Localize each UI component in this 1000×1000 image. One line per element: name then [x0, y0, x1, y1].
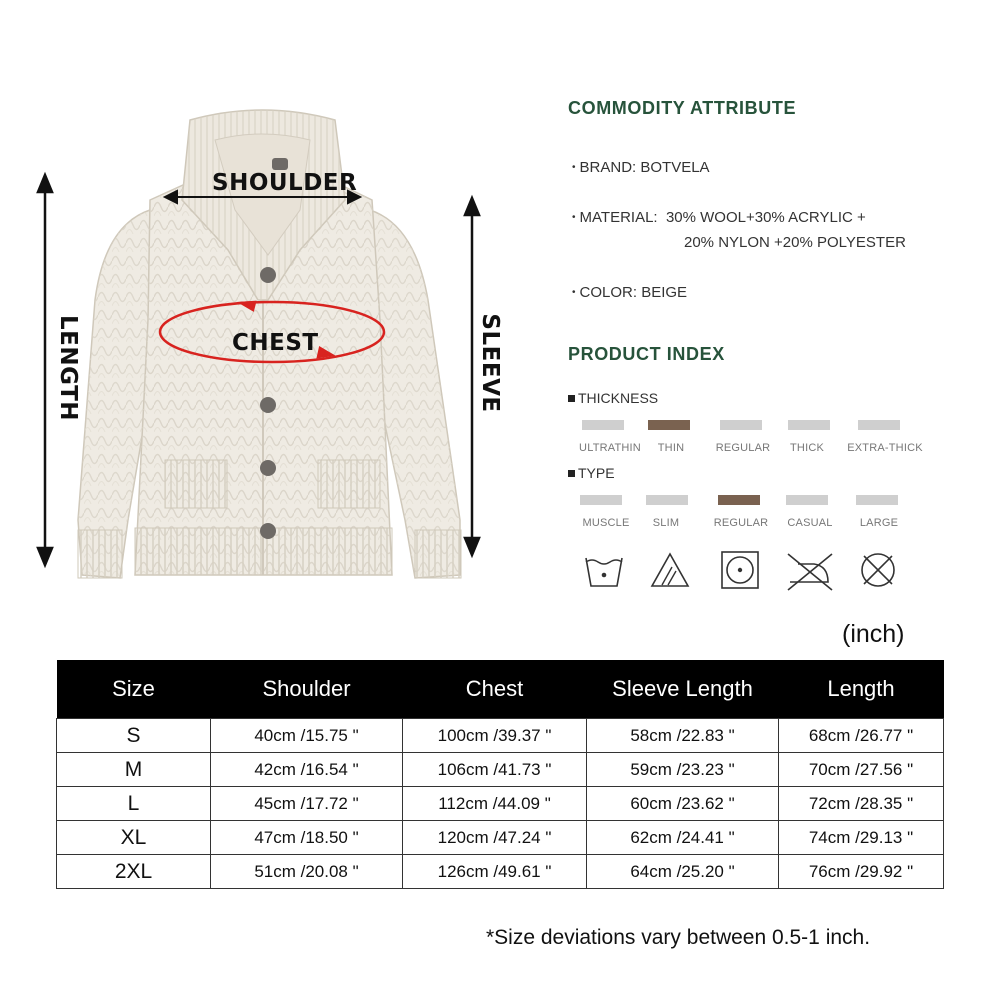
thickness-bar-thin — [648, 420, 690, 430]
cell-chest: 120cm /47.24 " — [403, 821, 587, 855]
cell-size: 2XL — [57, 855, 211, 889]
button-4 — [260, 523, 276, 539]
cell-shoulder: 51cm /20.08 " — [211, 855, 403, 889]
type-opt: REGULAR — [713, 517, 769, 529]
type-label: TYPE — [578, 465, 615, 481]
product-index-title: PRODUCT INDEX — [568, 344, 725, 364]
chest-label: CHEST — [232, 330, 319, 356]
thickness-opt: EXTRA-THICK — [847, 442, 923, 454]
cell-size: S — [57, 719, 211, 753]
table-row — [57, 753, 944, 787]
hand-wash-icon — [582, 548, 626, 592]
thickness-opt: ULTRATHIN — [579, 442, 641, 454]
thickness-opt: REGULAR — [715, 442, 771, 454]
cell-sleeve: 60cm /23.62 " — [587, 787, 779, 821]
type-bar-casual — [786, 495, 828, 505]
cell-size: L — [57, 787, 211, 821]
cell-chest: 112cm /44.09 " — [403, 787, 587, 821]
type-bar-regular — [718, 495, 760, 505]
length-label: LENGTH — [55, 314, 81, 422]
color-text: COLOR: BEIGE — [579, 284, 688, 301]
cell-length: 74cm /29.13 " — [779, 821, 944, 855]
bleach-icon — [648, 548, 692, 592]
thickness-bar-extra-thick — [858, 420, 900, 430]
table-header-row — [57, 660, 944, 719]
cell-shoulder: 47cm /18.50 " — [211, 821, 403, 855]
no-iron-icon — [784, 548, 836, 592]
size-deviation-note: *Size deviations vary between 0.5-1 inch. — [486, 926, 871, 949]
table-row — [57, 821, 944, 855]
cell-sleeve: 62cm /24.41 " — [587, 821, 779, 855]
type-bar-large — [856, 495, 898, 505]
unit-label: (inch) — [842, 620, 905, 648]
type-opt: SLIM — [652, 517, 680, 529]
type-heading — [568, 465, 615, 481]
cell-shoulder: 40cm /15.75 " — [211, 719, 403, 753]
no-dry-clean-icon — [856, 548, 900, 592]
cell-length: 68cm /26.77 " — [779, 719, 944, 753]
type-opt: MUSCLE — [582, 517, 630, 529]
table-row — [57, 787, 944, 821]
brand-text: BRAND: BOTVELA — [579, 159, 710, 176]
header-shoulder: Shoulder — [211, 660, 403, 719]
cell-size: XL — [57, 821, 211, 855]
cell-sleeve: 58cm /22.83 " — [587, 719, 779, 753]
commodity-attribute-title: COMMODITY ATTRIBUTE — [568, 98, 797, 118]
type-opt: LARGE — [859, 517, 899, 529]
cell-chest: 106cm /41.73 " — [403, 753, 587, 787]
color-attr: • COLOR: BEIGE — [572, 284, 688, 301]
header-length: Length — [779, 660, 944, 719]
button-2 — [260, 397, 276, 413]
type-bar-slim — [646, 495, 688, 505]
material-line2: 20% NYLON +20% POLYESTER — [684, 234, 906, 251]
cell-chest: 126cm /49.61 " — [403, 855, 587, 889]
cell-shoulder: 42cm /16.54 " — [211, 753, 403, 787]
button-1 — [260, 267, 276, 283]
cell-length: 72cm /28.35 " — [779, 787, 944, 821]
length-arrow — [38, 175, 52, 565]
cell-sleeve: 64cm /25.20 " — [587, 855, 779, 889]
thickness-opt: THICK — [790, 442, 824, 454]
thickness-bar-regular — [720, 420, 762, 430]
cell-length: 70cm /27.56 " — [779, 753, 944, 787]
type-opt: CASUAL — [787, 517, 833, 529]
table-row — [57, 719, 944, 753]
cell-sleeve: 59cm /23.23 " — [587, 753, 779, 787]
thickness-heading — [568, 390, 658, 406]
material-attr: • MATERIAL: 30% WOOL+30% ACRYLIC + — [572, 209, 866, 226]
table-row — [57, 855, 944, 889]
material-line1: 30% WOOL+30% ACRYLIC + — [665, 209, 866, 226]
header-size: Size — [57, 660, 211, 719]
thickness-bar-thick — [788, 420, 830, 430]
header-sleeve-length: Sleeve Length — [587, 660, 779, 719]
type-bar-muscle — [580, 495, 622, 505]
thickness-label: THICKNESS — [578, 390, 659, 406]
cell-shoulder: 45cm /17.72 " — [211, 787, 403, 821]
size-chart-table — [56, 660, 944, 889]
cell-length: 76cm /29.92 " — [779, 855, 944, 889]
material-label: MATERIAL: — [579, 209, 658, 226]
brand-attr: • BRAND: BOTVELA — [572, 159, 710, 176]
thickness-opt: THIN — [657, 442, 685, 454]
shoulder-label: SHOULDER — [212, 170, 358, 196]
cell-chest: 100cm /39.37 " — [403, 719, 587, 753]
button-3 — [260, 460, 276, 476]
tumble-dry-icon — [718, 548, 762, 592]
thickness-bar-ultrathin — [582, 420, 624, 430]
cell-size: M — [57, 753, 211, 787]
sleeve-label: SLEEVE — [477, 313, 503, 413]
header-chest: Chest — [403, 660, 587, 719]
